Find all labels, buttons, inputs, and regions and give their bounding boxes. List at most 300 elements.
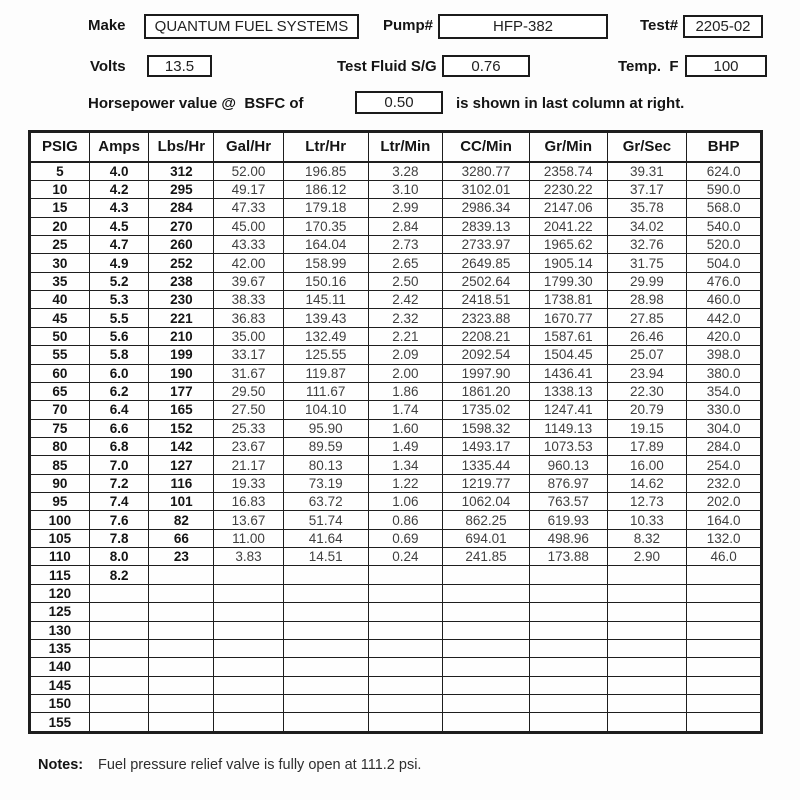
data-cell: 116 — [149, 474, 214, 492]
data-cell — [529, 584, 607, 602]
psig-cell: 155 — [30, 713, 90, 733]
column-header: Ltr/Hr — [283, 132, 368, 162]
column-header: Amps — [89, 132, 149, 162]
data-cell: 6.6 — [89, 419, 149, 437]
column-header: BHP — [687, 132, 762, 162]
data-cell — [607, 676, 687, 694]
data-cell: 7.4 — [89, 493, 149, 511]
data-cell: 3.83 — [214, 548, 284, 566]
data-cell: 420.0 — [687, 327, 762, 345]
psig-cell: 70 — [30, 401, 90, 419]
data-cell: 13.67 — [214, 511, 284, 529]
test-number-value: 2205-02 — [695, 18, 751, 35]
data-cell — [529, 658, 607, 676]
data-cell: 252 — [149, 254, 214, 272]
data-cell — [283, 695, 368, 713]
data-cell — [687, 584, 762, 602]
column-header: Gr/Sec — [607, 132, 687, 162]
psig-cell: 100 — [30, 511, 90, 529]
data-cell — [89, 639, 149, 657]
data-cell: 568.0 — [687, 199, 762, 217]
data-cell: 23 — [149, 548, 214, 566]
data-cell: 1.86 — [368, 382, 443, 400]
data-cell: 8.32 — [607, 529, 687, 547]
psig-cell: 105 — [30, 529, 90, 547]
data-cell — [443, 621, 530, 639]
column-header: Gal/Hr — [214, 132, 284, 162]
data-cell: 398.0 — [687, 346, 762, 364]
data-cell — [529, 603, 607, 621]
data-cell: 46.0 — [687, 548, 762, 566]
data-cell: 380.0 — [687, 364, 762, 382]
table-row — [30, 382, 762, 400]
data-cell — [149, 566, 214, 584]
data-cell: 4.5 — [89, 217, 149, 235]
data-cell: 150.16 — [283, 272, 368, 290]
data-cell: 1149.13 — [529, 419, 607, 437]
data-cell: 2358.74 — [529, 162, 607, 181]
data-cell — [607, 566, 687, 584]
data-cell: 27.85 — [607, 309, 687, 327]
data-cell — [214, 713, 284, 733]
data-cell: 5.8 — [89, 346, 149, 364]
data-cell: 186.12 — [283, 180, 368, 198]
data-cell: 1247.41 — [529, 401, 607, 419]
psig-cell: 150 — [30, 695, 90, 713]
data-cell: 80.13 — [283, 456, 368, 474]
psig-cell: 25 — [30, 236, 90, 254]
data-cell — [443, 695, 530, 713]
data-cell — [214, 658, 284, 676]
psig-cell: 75 — [30, 419, 90, 437]
table-row — [30, 713, 762, 733]
data-cell: 199 — [149, 346, 214, 364]
data-cell: 170.35 — [283, 217, 368, 235]
data-cell: 2147.06 — [529, 199, 607, 217]
data-cell: 42.00 — [214, 254, 284, 272]
data-cell — [214, 603, 284, 621]
data-cell — [443, 658, 530, 676]
data-cell: 540.0 — [687, 217, 762, 235]
notes-label: Notes: — [38, 757, 84, 773]
data-cell: 1.60 — [368, 419, 443, 437]
data-cell: 95.90 — [283, 419, 368, 437]
data-cell — [607, 639, 687, 657]
data-cell: 23.94 — [607, 364, 687, 382]
data-cell: 22.30 — [607, 382, 687, 400]
data-cell: 14.62 — [607, 474, 687, 492]
psig-cell: 35 — [30, 272, 90, 290]
data-cell: 32.76 — [607, 236, 687, 254]
data-cell: 3.28 — [368, 162, 443, 181]
data-cell: 164.04 — [283, 236, 368, 254]
data-cell: 1335.44 — [443, 456, 530, 474]
data-cell — [368, 658, 443, 676]
data-cell: 111.67 — [283, 382, 368, 400]
data-cell — [368, 695, 443, 713]
data-cell — [149, 658, 214, 676]
data-cell: 39.31 — [607, 162, 687, 181]
data-cell: 152 — [149, 419, 214, 437]
data-cell: 145.11 — [283, 291, 368, 309]
data-cell — [687, 566, 762, 584]
data-cell — [529, 566, 607, 584]
data-cell: 2.21 — [368, 327, 443, 345]
data-cell: 43.33 — [214, 236, 284, 254]
table-row — [30, 658, 762, 676]
data-cell: 1504.45 — [529, 346, 607, 364]
data-cell: 23.67 — [214, 437, 284, 455]
pump-number-label: Pump# — [383, 17, 434, 34]
data-cell: 31.75 — [607, 254, 687, 272]
data-cell — [214, 621, 284, 639]
data-cell: 2.84 — [368, 217, 443, 235]
data-cell: 45.00 — [214, 217, 284, 235]
data-cell: 104.10 — [283, 401, 368, 419]
data-cell: 354.0 — [687, 382, 762, 400]
psig-cell: 130 — [30, 621, 90, 639]
data-cell: 2418.51 — [443, 291, 530, 309]
data-cell: 127 — [149, 456, 214, 474]
data-cell — [607, 658, 687, 676]
data-cell — [89, 713, 149, 733]
data-cell — [368, 584, 443, 602]
bsfc-suffix-label: is shown in last column at right. — [456, 95, 685, 112]
data-cell: 1062.04 — [443, 493, 530, 511]
data-cell — [607, 603, 687, 621]
data-cell: 2.32 — [368, 309, 443, 327]
data-cell — [149, 603, 214, 621]
data-cell: 2502.64 — [443, 272, 530, 290]
table-row — [30, 456, 762, 474]
table-row — [30, 327, 762, 345]
psig-cell: 85 — [30, 456, 90, 474]
data-cell: 960.13 — [529, 456, 607, 474]
data-cell — [529, 676, 607, 694]
volts-value: 13.5 — [164, 57, 195, 75]
data-cell: 295 — [149, 180, 214, 198]
data-cell: 19.33 — [214, 474, 284, 492]
psig-cell: 20 — [30, 217, 90, 235]
psig-cell: 40 — [30, 291, 90, 309]
data-cell: 6.8 — [89, 437, 149, 455]
data-cell: 312 — [149, 162, 214, 181]
data-cell: 2230.22 — [529, 180, 607, 198]
psig-cell: 95 — [30, 493, 90, 511]
data-cell — [283, 713, 368, 733]
data-cell: 2839.13 — [443, 217, 530, 235]
data-cell: 196.85 — [283, 162, 368, 181]
data-cell: 10.33 — [607, 511, 687, 529]
data-cell — [283, 584, 368, 602]
data-cell: 2.09 — [368, 346, 443, 364]
data-cell: 34.02 — [607, 217, 687, 235]
data-cell: 25.07 — [607, 346, 687, 364]
data-cell — [283, 566, 368, 584]
psig-cell: 30 — [30, 254, 90, 272]
psig-cell: 15 — [30, 199, 90, 217]
data-cell: 16.83 — [214, 493, 284, 511]
data-cell: 0.24 — [368, 548, 443, 566]
data-cell — [89, 621, 149, 639]
data-cell: 284.0 — [687, 437, 762, 455]
data-cell — [443, 603, 530, 621]
data-cell: 2041.22 — [529, 217, 607, 235]
volts-field — [147, 55, 212, 77]
data-cell — [607, 621, 687, 639]
data-cell: 1861.20 — [443, 382, 530, 400]
data-cell — [89, 584, 149, 602]
data-cell: 210 — [149, 327, 214, 345]
data-cell — [529, 713, 607, 733]
data-cell — [149, 713, 214, 733]
data-cell — [283, 676, 368, 694]
make-label: Make — [88, 17, 126, 34]
data-cell: 29.99 — [607, 272, 687, 290]
data-cell: 476.0 — [687, 272, 762, 290]
data-cell: 1073.53 — [529, 437, 607, 455]
data-cell: 2092.54 — [443, 346, 530, 364]
data-cell — [607, 713, 687, 733]
data-cell: 862.25 — [443, 511, 530, 529]
data-cell: 0.86 — [368, 511, 443, 529]
data-cell: 190 — [149, 364, 214, 382]
table-row — [30, 401, 762, 419]
table-row — [30, 695, 762, 713]
data-cell: 1799.30 — [529, 272, 607, 290]
test-fluid-sg-value: 0.76 — [471, 57, 501, 75]
data-cell: 3.10 — [368, 180, 443, 198]
data-cell — [368, 639, 443, 657]
data-cell: 2986.34 — [443, 199, 530, 217]
bsfc-value: 0.50 — [384, 94, 414, 111]
data-cell: 52.00 — [214, 162, 284, 181]
data-cell: 284 — [149, 199, 214, 217]
data-cell: 254.0 — [687, 456, 762, 474]
data-cell: 1.34 — [368, 456, 443, 474]
data-cell: 504.0 — [687, 254, 762, 272]
data-cell: 2.99 — [368, 199, 443, 217]
column-header: Ltr/Min — [368, 132, 443, 162]
data-cell — [214, 566, 284, 584]
data-cell — [687, 713, 762, 733]
data-cell — [368, 676, 443, 694]
table-body — [30, 162, 762, 733]
data-cell — [214, 695, 284, 713]
pump-number-field — [438, 14, 608, 39]
data-cell: 7.6 — [89, 511, 149, 529]
data-cell: 41.64 — [283, 529, 368, 547]
data-cell: 330.0 — [687, 401, 762, 419]
data-cell: 14.51 — [283, 548, 368, 566]
data-cell: 1587.61 — [529, 327, 607, 345]
data-cell: 763.57 — [529, 493, 607, 511]
data-cell: 139.43 — [283, 309, 368, 327]
table-row — [30, 474, 762, 492]
psig-cell: 55 — [30, 346, 90, 364]
data-cell: 47.33 — [214, 199, 284, 217]
data-cell: 49.17 — [214, 180, 284, 198]
pump-test-data-table — [28, 130, 763, 734]
data-cell — [283, 639, 368, 657]
data-cell: 39.67 — [214, 272, 284, 290]
data-cell: 2.50 — [368, 272, 443, 290]
notes-text: Fuel pressure relief valve is fully open at 111.2 psi. — [98, 757, 422, 773]
test-fluid-sg-field — [442, 55, 530, 77]
data-cell: 3280.77 — [443, 162, 530, 181]
data-cell: 26.46 — [607, 327, 687, 345]
data-cell: 241.85 — [443, 548, 530, 566]
column-header: PSIG — [30, 132, 90, 162]
data-cell: 1.49 — [368, 437, 443, 455]
column-header: CC/Min — [443, 132, 530, 162]
psig-cell: 10 — [30, 180, 90, 198]
data-cell — [443, 584, 530, 602]
data-cell — [149, 695, 214, 713]
temp-value: 100 — [713, 57, 739, 75]
column-header: Lbs/Hr — [149, 132, 214, 162]
data-cell — [443, 713, 530, 733]
data-cell: 37.17 — [607, 180, 687, 198]
data-cell: 8.2 — [89, 566, 149, 584]
data-cell — [368, 621, 443, 639]
data-cell — [368, 713, 443, 733]
data-cell: 1.22 — [368, 474, 443, 492]
data-cell: 520.0 — [687, 236, 762, 254]
psig-cell: 135 — [30, 639, 90, 657]
data-cell: 132.49 — [283, 327, 368, 345]
table-row — [30, 199, 762, 217]
data-cell — [149, 639, 214, 657]
psig-cell: 80 — [30, 437, 90, 455]
data-cell: 179.18 — [283, 199, 368, 217]
psig-cell: 50 — [30, 327, 90, 345]
data-cell: 4.0 — [89, 162, 149, 181]
data-cell: 5.3 — [89, 291, 149, 309]
data-cell: 876.97 — [529, 474, 607, 492]
table-row — [30, 621, 762, 639]
data-cell — [283, 658, 368, 676]
data-cell: 590.0 — [687, 180, 762, 198]
data-cell — [89, 658, 149, 676]
data-cell: 5.5 — [89, 309, 149, 327]
data-cell: 73.19 — [283, 474, 368, 492]
data-cell: 1965.62 — [529, 236, 607, 254]
data-cell — [443, 566, 530, 584]
data-cell: 238 — [149, 272, 214, 290]
table-row — [30, 548, 762, 566]
table-row — [30, 419, 762, 437]
data-cell — [529, 621, 607, 639]
data-cell — [607, 695, 687, 713]
psig-cell: 5 — [30, 162, 90, 181]
data-cell: 5.6 — [89, 327, 149, 345]
data-cell — [687, 695, 762, 713]
data-cell: 119.87 — [283, 364, 368, 382]
table-row — [30, 309, 762, 327]
data-cell: 11.00 — [214, 529, 284, 547]
table-row — [30, 529, 762, 547]
data-cell — [443, 676, 530, 694]
data-cell: 31.67 — [214, 364, 284, 382]
data-cell — [687, 603, 762, 621]
data-cell: 1905.14 — [529, 254, 607, 272]
data-cell — [214, 584, 284, 602]
data-cell: 7.2 — [89, 474, 149, 492]
data-cell: 38.33 — [214, 291, 284, 309]
data-cell: 66 — [149, 529, 214, 547]
data-cell: 2.65 — [368, 254, 443, 272]
data-cell: 28.98 — [607, 291, 687, 309]
data-cell: 4.2 — [89, 180, 149, 198]
table-row — [30, 291, 762, 309]
data-cell: 2649.85 — [443, 254, 530, 272]
data-cell: 2208.21 — [443, 327, 530, 345]
table-row — [30, 511, 762, 529]
data-cell: 20.79 — [607, 401, 687, 419]
data-cell: 125.55 — [283, 346, 368, 364]
data-cell: 4.7 — [89, 236, 149, 254]
bsfc-field — [355, 91, 443, 114]
data-cell: 230 — [149, 291, 214, 309]
table-header-row — [30, 132, 762, 162]
data-cell: 2.90 — [607, 548, 687, 566]
data-cell: 36.83 — [214, 309, 284, 327]
temp-field — [685, 55, 767, 77]
table-row — [30, 566, 762, 584]
data-cell: 173.88 — [529, 548, 607, 566]
data-cell: 158.99 — [283, 254, 368, 272]
psig-cell: 45 — [30, 309, 90, 327]
data-cell: 3102.01 — [443, 180, 530, 198]
data-cell: 101 — [149, 493, 214, 511]
table-row — [30, 676, 762, 694]
data-cell — [687, 676, 762, 694]
table-row — [30, 639, 762, 657]
data-cell: 51.74 — [283, 511, 368, 529]
data-cell: 29.50 — [214, 382, 284, 400]
data-cell: 304.0 — [687, 419, 762, 437]
data-cell: 8.0 — [89, 548, 149, 566]
data-cell: 89.59 — [283, 437, 368, 455]
test-number-label: Test# — [640, 17, 679, 34]
psig-cell: 90 — [30, 474, 90, 492]
data-cell: 619.93 — [529, 511, 607, 529]
data-cell — [607, 584, 687, 602]
data-cell — [149, 621, 214, 639]
data-cell: 5.2 — [89, 272, 149, 290]
data-cell — [89, 603, 149, 621]
data-cell: 6.0 — [89, 364, 149, 382]
test-number-field — [683, 15, 763, 38]
data-cell — [687, 639, 762, 657]
data-cell — [89, 695, 149, 713]
column-header: Gr/Min — [529, 132, 607, 162]
data-cell: 12.73 — [607, 493, 687, 511]
pump-number-value: HFP-382 — [492, 18, 554, 35]
psig-cell: 60 — [30, 364, 90, 382]
make-value: QUANTUM FUEL SYSTEMS — [154, 18, 349, 35]
data-cell: 33.17 — [214, 346, 284, 364]
data-cell: 16.00 — [607, 456, 687, 474]
test-fluid-sg-label: Test Fluid S/G — [337, 58, 437, 75]
data-cell: 442.0 — [687, 309, 762, 327]
data-cell: 6.2 — [89, 382, 149, 400]
volts-label: Volts — [90, 58, 126, 75]
data-cell: 142 — [149, 437, 214, 455]
table-row — [30, 364, 762, 382]
data-cell — [149, 584, 214, 602]
